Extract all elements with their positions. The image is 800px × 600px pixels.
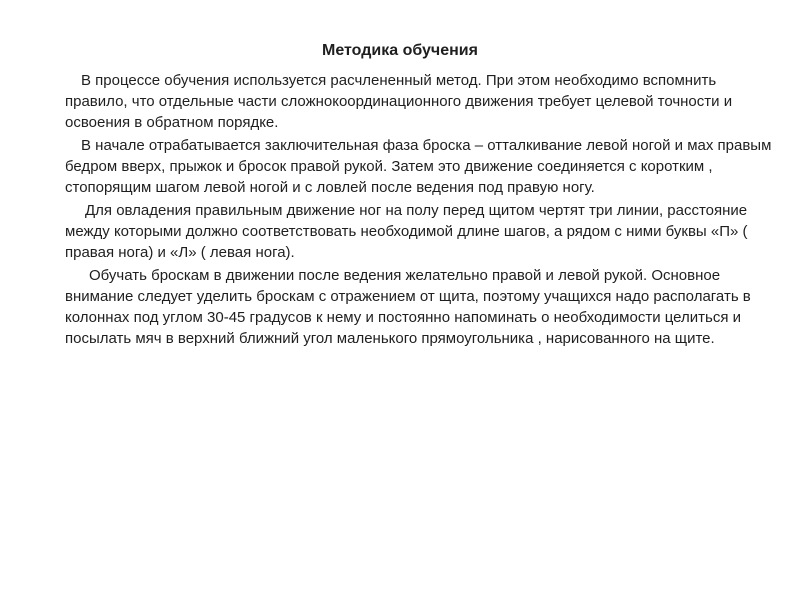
paragraph-4: Обучать броскам в движении после ведения желательно правой и левой рукой. Основное внимание следует уделить броскам с отражением от щита, поэтому учащихся надо располагать в колоннах под углом 30-45 градусов к нему и постоянно напоминать о необходимости целиться и посылать мяч в верхний ближний угол маленького прямоугольника , нарисованного на щите. [65,267,751,347]
slide-title: Методика обучения [322,42,478,59]
paragraph-1: В процессе обучения используется расчлененный метод. При этом необходимо вспомнить правило, что отдельные части сложнокоординационного движения требует целевой точности и освоения в обратном порядке. [65,72,733,131]
paragraph-3: Для овладения правильным движение ног на полу перед щитом чертят три линии, расстояние между которыми должно соответствовать необходимой длине шагов, а рядом с ними буквы «П» ( правая нога) и «Л» ( левая нога). [65,202,748,261]
paragraph-2: В начале отрабатывается заключительная фаза броска – отталкивание левой ногой и мах правым бедром вверх, прыжок и бросок правой рукой. Затем это движение соединяется с коротким , стопорящим шагом левой ногой и с ловлей после ведения под правую ногу. [65,137,772,196]
slide-body [65,70,777,351]
